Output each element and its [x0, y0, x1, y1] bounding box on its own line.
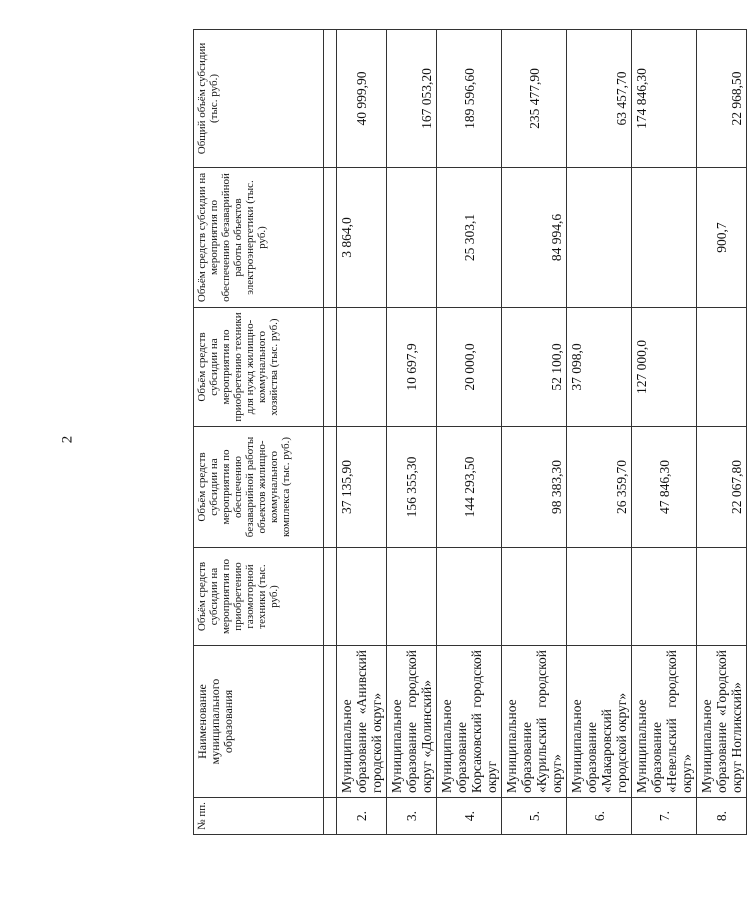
row-housing-equipment: 127 000,0: [632, 308, 697, 427]
row-housing-equipment: [697, 308, 747, 427]
row-housing-works: 22 067,80: [697, 427, 747, 548]
row-gas: [387, 548, 437, 646]
row-total: 235 477,90: [502, 30, 567, 168]
row-num: 6.: [567, 798, 632, 835]
row-gas: [567, 548, 632, 646]
header-housing-equipment: Объём средств субсидии на мероприятия по приобретению техники для нужд жилищно-коммунального хозяйства (тыс. руб.): [194, 308, 324, 427]
row-power: 84 994,6: [502, 168, 567, 308]
header-total: Общий объём субсидии (тыс. руб.): [194, 30, 324, 168]
table-row: [632, 30, 697, 835]
row-name: Муниципальное образование «Анивский городской округ»: [337, 646, 387, 798]
subsidy-table-rotated: [193, 30, 744, 835]
row-housing-works: 26 359,70: [567, 427, 632, 548]
row-total: 174 846,30: [632, 30, 697, 168]
row-num: 7.: [632, 798, 697, 835]
table-row: [437, 30, 502, 835]
row-total: 63 457,70: [567, 30, 632, 168]
table-row-spacer: [324, 30, 337, 835]
row-housing-works: 144 293,50: [437, 427, 502, 548]
row-gas: [502, 548, 567, 646]
row-power: 3 864,0: [337, 168, 387, 308]
row-num: 4.: [437, 798, 502, 835]
row-gas: [697, 548, 747, 646]
table-row: [697, 30, 747, 835]
row-housing-works: 98 383,30: [502, 427, 567, 548]
header-num: № пп.: [194, 798, 324, 835]
row-power: [567, 168, 632, 308]
row-gas: [437, 548, 502, 646]
row-num: 2.: [337, 798, 387, 835]
row-housing-equipment: 10 697,9: [387, 308, 437, 427]
header-name: Наименование муниципального образования: [194, 646, 324, 798]
header-row: [194, 30, 324, 835]
row-housing-works: 47 846,30: [632, 427, 697, 548]
table-row: [502, 30, 567, 835]
subsidy-table: [193, 29, 747, 835]
row-name: Муниципальное образование городской округ «Долинский»: [387, 646, 437, 798]
row-housing-works: 156 355,30: [387, 427, 437, 548]
page-number: 2: [59, 435, 76, 444]
row-power: 900,7: [697, 168, 747, 308]
header-power: Объём средств субсидии на мероприятия по обеспечению безаварийной работы объектов электроэнергетики (тыс. руб.): [194, 168, 324, 308]
row-name: Муниципальное образование «Курильский городской округ»: [502, 646, 567, 798]
row-name: Муниципальное образование «Невельский городской округ»: [632, 646, 697, 798]
row-housing-equipment: 20 000,0: [437, 308, 502, 427]
row-num: 8.: [697, 798, 747, 835]
table-row: [387, 30, 437, 835]
table-row: [567, 30, 632, 835]
row-gas: [632, 548, 697, 646]
row-gas: [337, 548, 387, 646]
row-housing-equipment: 52 100,0: [502, 308, 567, 427]
row-name: Муниципальное образование «Городской округ Ногликский»: [697, 646, 747, 798]
row-power: [387, 168, 437, 308]
row-num: 5.: [502, 798, 567, 835]
row-total: 189 596,60: [437, 30, 502, 168]
row-power: [632, 168, 697, 308]
row-power: 25 303,1: [437, 168, 502, 308]
row-housing-works: 37 135,90: [337, 427, 387, 548]
row-num: 3.: [387, 798, 437, 835]
row-total: 40 999,90: [337, 30, 387, 168]
row-name: Муниципальное образование Корсаковский городской округ: [437, 646, 502, 798]
header-gas: Объём средств субсидии на мероприятия по приобретению газомоторной техники (тыс. руб.): [194, 548, 324, 646]
row-total: 167 053,20: [387, 30, 437, 168]
header-housing-works: Объём средств субсидии на мероприятия по обеспечению безаварийной работы объектов жилищно-коммунального комплекса (тыс. руб.): [194, 427, 324, 548]
row-housing-equipment: 37 098,0: [567, 308, 632, 427]
row-housing-equipment: [337, 308, 387, 427]
row-name: Муниципальное образование «Макаровский городской округ»: [567, 646, 632, 798]
row-total: 22 968,50: [697, 30, 747, 168]
table-row: [337, 30, 387, 835]
